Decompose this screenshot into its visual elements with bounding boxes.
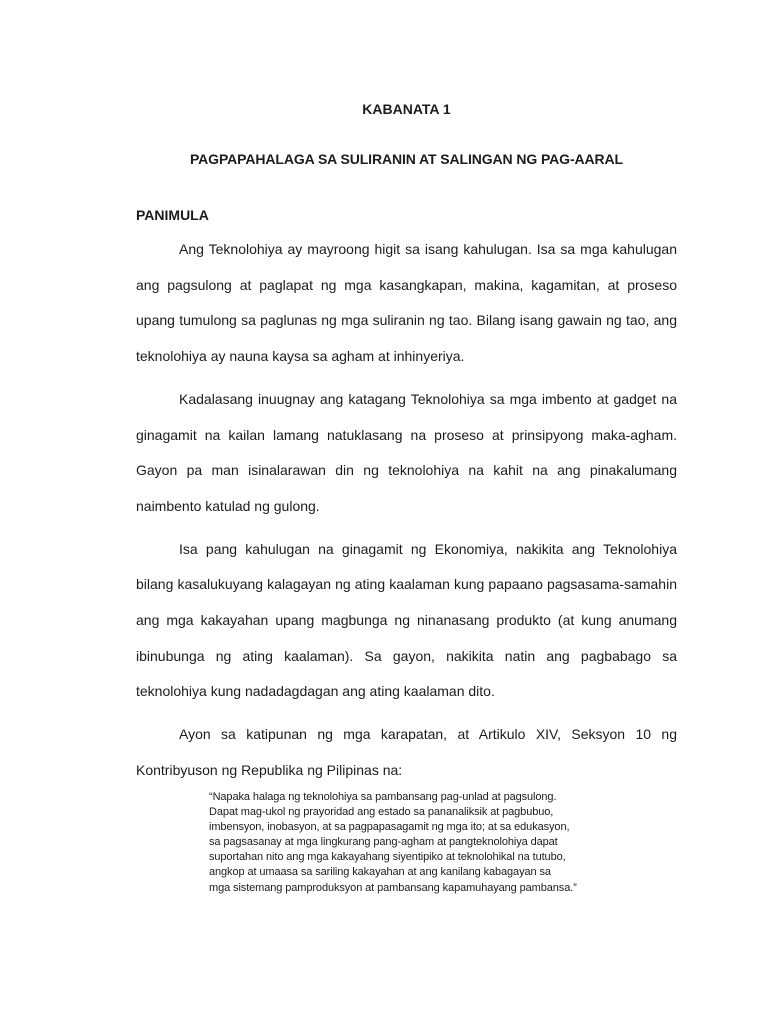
quote-line: imbensyon, inobasyon, at sa pagpapasagamit ng mga ito; at sa edukasyon, — [209, 821, 570, 834]
chapter-label: KABANATA 1 — [362, 101, 451, 117]
body-text — [136, 232, 677, 796]
paragraph: Kadalasang inuugnay ang katagang Teknolohiya sa mga imbento at gadget na ginagamit na kailan lamang natuklasang na proseso at prinsipyong maka-agham. Gayon pa man isinalarawan din ng teknolohiya na kahit na ang pinakalumang naimbento katulad ng gulong. — [136, 390, 677, 514]
quote-line: angkop at umaasa sa sariling kakayahan at ang kanilang kabagayan sa — [209, 866, 551, 879]
chapter-title: PAGPAPAHALAGA SA SULIRANIN AT SALINGAN NG PAG-AARAL — [189, 151, 624, 167]
paragraph: Ayon sa katipunan ng mga karapatan, at Artikulo XIV, Seksyon 10 ng Kontribyuson ng Republika ng Pilipinas na: — [136, 726, 677, 778]
quote-line: Dapat mag-ukol ng prayoridad ang estado sa pananaliksik at pagbubuo, — [209, 806, 554, 819]
section-heading: PANIMULA — [136, 207, 209, 223]
paragraph: Isa pang kahulugan na ginagamit ng Ekonomiya, nakikita ang Teknolohiya bilang kasalukuyang kalagayan ng ating kaalaman kung papaano pagsasama-samahin ang mga kakayahan upang magbunga ng ninanasang produkto (at kung anumang ibinubunga ng ating kaalaman). Sa gayon, nakikita natin ang pagbabago sa teknolohiya kung nadadagdagan ang ating kaalaman dito. — [136, 540, 677, 700]
quote-line: sa pagsasanay at mga lingkurang pang-agham at pangteknolohiya dapat — [209, 836, 558, 849]
quote-line: suportahan nito ang mga kakayahang siyentipiko at teknolohikal na tutubo, — [209, 851, 566, 864]
quote-line: “Napaka halaga ng teknolohiya sa pambansang pag-unlad at pagsulong. — [209, 791, 557, 803]
block-quote — [209, 790, 609, 896]
paragraph: Ang Teknolohiya ay mayroong higit sa isang kahulugan. Isa sa mga kahulugan ang pagsulong at paglapat ng mga kasangkapan, makina, kagamitan, at proseso upang tumulong sa paglunas ng mga suliranin ng tao. Bilang isang gawain ng tao, ang teknolohiya ay nauna kaysa sa agham at inhinyeriya. — [136, 241, 677, 365]
quote-line: mga sistemang pamproduksyon at pambansang kapamuhayang pambansa.” — [209, 881, 577, 894]
